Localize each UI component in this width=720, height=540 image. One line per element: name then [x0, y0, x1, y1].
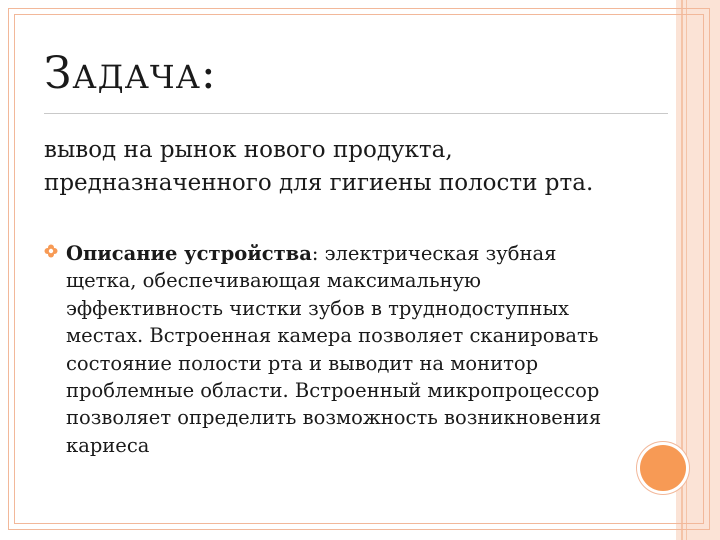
title-rest: АДАЧА [72, 58, 201, 96]
bullet-body: : электрическая зубная щетка, обеспечивающая максимальную эффективность чистки зубов в труднодоступных местах. Встроенная камера позволяет сканировать состояние полости рта и выводит на монитор проблемные области. Встроенный микропроцессор позволяет определить возможность возникновения кариеса [66, 242, 602, 457]
slide-title [44, 48, 217, 99]
title-first-letter: З [44, 48, 73, 99]
flower-bullet-icon [44, 244, 58, 258]
bullet-label: Описание устройства [66, 242, 312, 265]
intro-text: вывод на рынок нового продукта, предназначенного для гигиены полости рта. [44, 137, 594, 196]
orange-circle-decoration [640, 445, 686, 491]
title-divider [44, 113, 668, 114]
bullet-text [66, 240, 626, 459]
title-colon: : [200, 48, 217, 99]
